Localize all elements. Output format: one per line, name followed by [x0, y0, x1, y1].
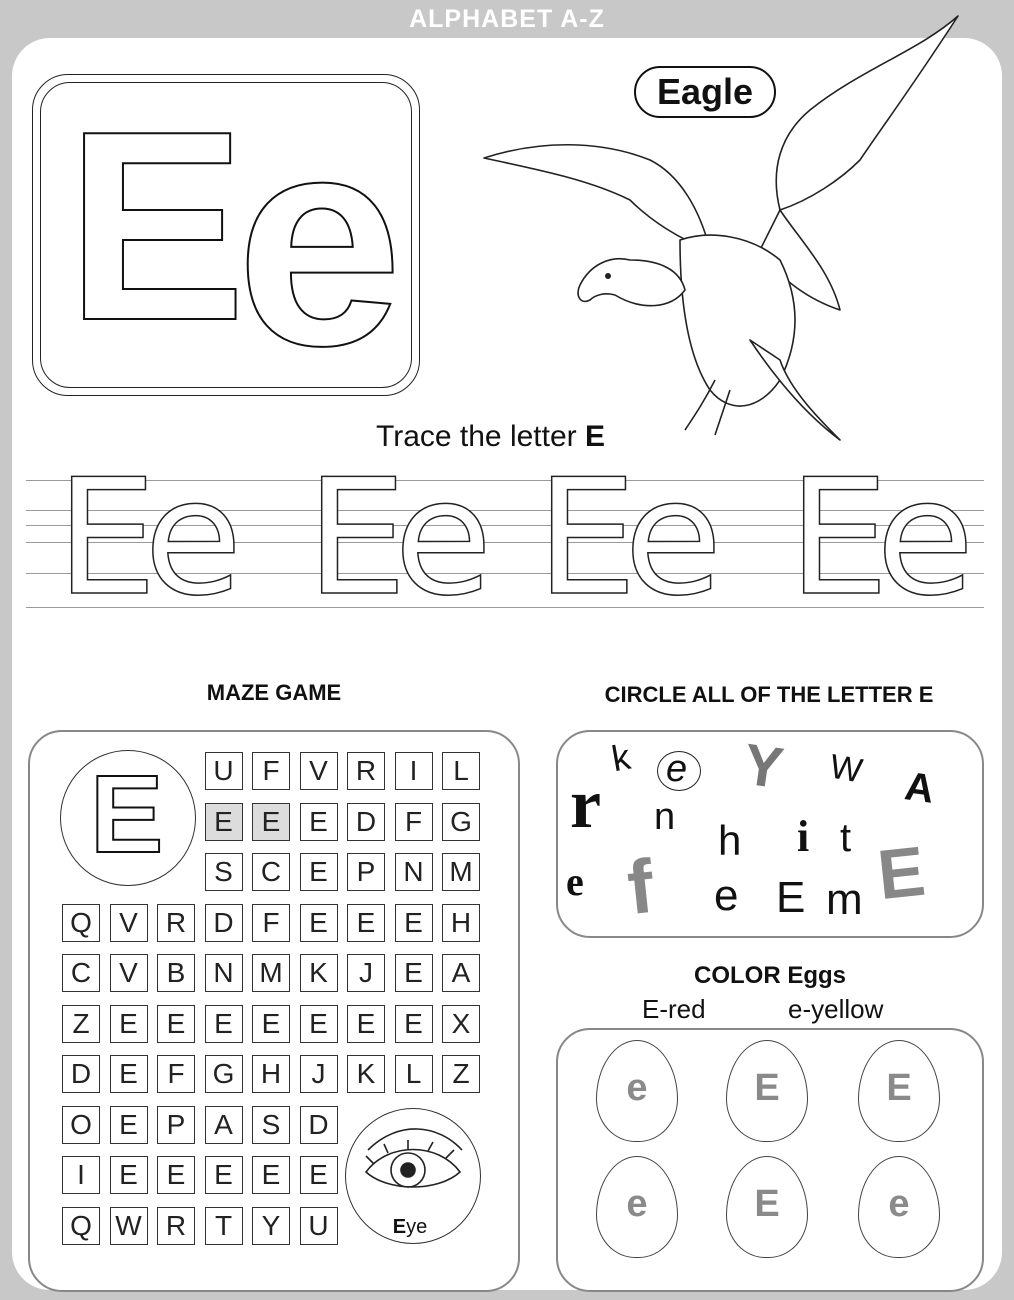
maze-cell[interactable]: A [205, 1106, 243, 1144]
maze-cell[interactable]: E [205, 1005, 243, 1043]
big-uppercase-letter: E [66, 76, 247, 377]
maze-cell[interactable]: E [300, 803, 338, 841]
scattered-letter[interactable]: E [874, 831, 929, 915]
maze-cell[interactable]: E [157, 1005, 195, 1043]
scattered-letter[interactable]: m [826, 875, 863, 924]
egg-letter: E [754, 1067, 780, 1109]
maze-cell[interactable]: P [157, 1106, 195, 1144]
maze-cell[interactable]: C [252, 853, 290, 891]
maze-cell[interactable]: S [252, 1106, 290, 1144]
maze-cell[interactable]: O [62, 1106, 100, 1144]
maze-cell[interactable]: F [252, 752, 290, 790]
maze-cell[interactable]: R [157, 1207, 195, 1245]
maze-cell[interactable]: D [300, 1106, 338, 1144]
maze-cell[interactable]: W [110, 1207, 148, 1245]
maze-cell[interactable]: F [395, 803, 433, 841]
maze-cell[interactable]: A [442, 954, 480, 992]
scattered-letter[interactable]: i [797, 812, 810, 861]
trace-uppercase-letter: E [306, 444, 408, 631]
maze-start-letter: E [90, 753, 164, 876]
maze-cell[interactable]: Z [62, 1005, 100, 1043]
trace-lowercase-letter: e [394, 444, 493, 631]
maze-cell[interactable]: J [347, 954, 385, 992]
maze-cell[interactable]: E [205, 803, 243, 841]
maze-cell[interactable]: E [110, 1156, 148, 1194]
scattered-letter[interactable]: t [840, 816, 852, 860]
maze-title: MAZE GAME [206, 680, 342, 705]
scattered-letter[interactable]: h [718, 817, 742, 864]
scattered-letter[interactable]: e [666, 748, 688, 790]
maze-cell[interactable]: F [157, 1055, 195, 1093]
maze-cell[interactable]: N [205, 954, 243, 992]
egg-letter: e [626, 1067, 648, 1109]
maze-cell[interactable]: L [442, 752, 480, 790]
maze-cell[interactable]: Q [62, 904, 100, 942]
egg-letter: E [886, 1067, 912, 1109]
maze-cell[interactable]: S [205, 853, 243, 891]
scattered-letter[interactable]: n [654, 796, 676, 838]
scattered-letter[interactable]: f [623, 843, 658, 932]
picture-label: Eagle [634, 66, 776, 118]
maze-cell[interactable]: E [347, 1005, 385, 1043]
scattered-letter[interactable]: W [826, 747, 866, 791]
maze-cell[interactable]: E [347, 904, 385, 942]
trace-uppercase-letter: E [536, 444, 638, 631]
maze-cell[interactable]: E [252, 803, 290, 841]
maze-cell[interactable]: M [252, 954, 290, 992]
maze-cell[interactable]: E [157, 1156, 195, 1194]
maze-cell[interactable]: C [62, 954, 100, 992]
maze-cell[interactable]: P [347, 853, 385, 891]
scattered-letter[interactable]: k [608, 735, 634, 780]
maze-cell[interactable]: D [62, 1055, 100, 1093]
egg-letter: E [754, 1183, 780, 1225]
maze-cell[interactable]: U [300, 1207, 338, 1245]
maze-cell[interactable]: V [110, 904, 148, 942]
maze-cell[interactable]: E [300, 853, 338, 891]
eggs-legend-lower: e-yellow [788, 994, 884, 1024]
maze-cell[interactable]: M [442, 853, 480, 891]
maze-cell[interactable]: E [395, 1005, 433, 1043]
trace-uppercase-letter: E [788, 444, 890, 631]
eye-icon [358, 1120, 468, 1210]
trace-lowercase-letter: e [144, 444, 243, 631]
maze-cell[interactable]: E [395, 954, 433, 992]
big-lowercase-letter: e [236, 72, 403, 408]
maze-cell[interactable]: U [205, 752, 243, 790]
maze-cell[interactable]: L [395, 1055, 433, 1093]
maze-cell[interactable]: T [205, 1207, 243, 1245]
scattered-letter[interactable]: A [902, 764, 937, 812]
scattered-letter[interactable]: e [566, 859, 584, 904]
maze-cell[interactable]: G [442, 803, 480, 841]
maze-cell[interactable]: E [110, 1005, 148, 1043]
page-title: ALPHABET A-Z [409, 5, 605, 33]
scattered-letter[interactable]: Y [739, 731, 788, 802]
maze-end-label: Eye [392, 1216, 428, 1238]
maze-cell[interactable]: I [62, 1156, 100, 1194]
maze-cell[interactable]: E [205, 1156, 243, 1194]
trace-lowercase-letter: e [876, 444, 975, 631]
maze-cell[interactable]: D [347, 803, 385, 841]
maze-cell[interactable]: E [110, 1106, 148, 1144]
trace-uppercase-letter: E [56, 444, 158, 631]
maze-cell[interactable]: H [252, 1055, 290, 1093]
maze-cell[interactable]: J [300, 1055, 338, 1093]
maze-cell[interactable]: E [300, 1005, 338, 1043]
maze-cell[interactable]: R [347, 752, 385, 790]
scattered-letter[interactable]: E [776, 873, 806, 922]
scattered-letter[interactable]: e [714, 871, 739, 920]
maze-cell[interactable]: V [110, 954, 148, 992]
maze-cell[interactable]: D [205, 904, 243, 942]
maze-cell[interactable]: X [442, 1005, 480, 1043]
maze-cell[interactable]: N [395, 853, 433, 891]
trace-lowercase-letter: e [624, 444, 723, 631]
maze-cell[interactable]: E [252, 1005, 290, 1043]
eggs-title: COLOR Eggs [693, 962, 846, 989]
circle-title: CIRCLE ALL OF THE LETTER E [604, 682, 934, 707]
maze-cell[interactable]: E [395, 904, 433, 942]
trace-title: Trace the letter E [376, 420, 605, 453]
maze-cell[interactable]: Q [62, 1207, 100, 1245]
egg-letter: e [888, 1183, 910, 1225]
maze-cell[interactable]: Z [442, 1055, 480, 1093]
maze-cell[interactable]: H [442, 904, 480, 942]
maze-cell[interactable]: V [300, 752, 338, 790]
maze-cell[interactable]: R [157, 904, 195, 942]
maze-cell[interactable]: E [300, 904, 338, 942]
egg-letter: e [626, 1183, 648, 1225]
eagle-icon [480, 10, 970, 450]
scattered-letter[interactable]: r [570, 766, 602, 843]
maze-cell[interactable]: K [300, 954, 338, 992]
maze-cell[interactable]: E [300, 1156, 338, 1194]
maze-cell[interactable]: E [110, 1055, 148, 1093]
eggs-legend-upper: E-red [642, 994, 706, 1024]
maze-cell[interactable]: F [252, 904, 290, 942]
maze-cell[interactable]: Y [252, 1207, 290, 1245]
maze-cell[interactable]: G [205, 1055, 243, 1093]
maze-cell[interactable]: E [252, 1156, 290, 1194]
maze-cell[interactable]: K [347, 1055, 385, 1093]
maze-cell[interactable]: B [157, 954, 195, 992]
maze-cell[interactable]: I [395, 752, 433, 790]
